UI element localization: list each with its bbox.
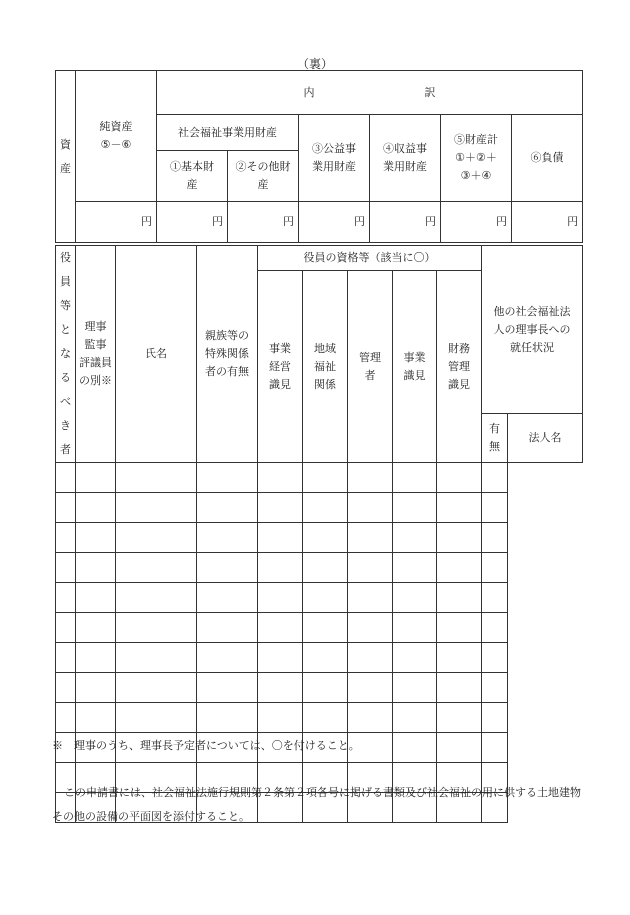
officer-cell[interactable] — [437, 673, 482, 703]
officer-cell[interactable] — [393, 553, 437, 583]
officer-cell[interactable] — [56, 553, 76, 583]
officer-cell[interactable] — [393, 523, 437, 553]
officer-cell[interactable] — [482, 493, 508, 523]
officer-cell[interactable] — [482, 733, 508, 763]
officer-cell[interactable] — [56, 643, 76, 673]
officer-cell[interactable] — [197, 703, 258, 733]
officer-cell[interactable] — [76, 493, 116, 523]
officer-cell[interactable] — [393, 673, 437, 703]
public-interest-header: ③公益事 業用財産 — [299, 115, 370, 202]
yen-cell: 円 — [441, 202, 512, 243]
officer-cell[interactable] — [116, 643, 197, 673]
officer-cell[interactable] — [482, 643, 508, 673]
qualification-management: 事業 経営 識見 — [258, 271, 303, 463]
officer-cell[interactable] — [197, 523, 258, 553]
officer-cell[interactable] — [437, 643, 482, 673]
footnote: ※ 理事のうち、理事長予定者については、〇を付けること。 — [52, 739, 360, 752]
officer-cell[interactable] — [303, 463, 348, 493]
breakdown-header: 内 訳 — [157, 71, 583, 115]
officer-cell[interactable] — [76, 613, 116, 643]
officer-cell[interactable] — [76, 703, 116, 733]
officer-cell[interactable] — [56, 463, 76, 493]
instruction-text: この申請書には、社会福祉法施行規則第２条第２項各号に掲げる書類及び社会福祉の用に供する土地建物その他の設備の平面図を添付すること。 — [52, 786, 581, 823]
officer-cell[interactable] — [482, 613, 508, 643]
officer-cell[interactable] — [348, 553, 393, 583]
officers-section-label: 役 員 等 と な る べ き 者 — [56, 246, 76, 463]
assets-row-label: 資 産 — [56, 71, 76, 243]
officer-row — [56, 613, 583, 643]
officer-cell[interactable] — [303, 613, 348, 643]
officer-cell[interactable] — [303, 673, 348, 703]
officer-cell[interactable] — [76, 463, 116, 493]
officer-cell[interactable] — [348, 583, 393, 613]
officer-cell[interactable] — [303, 643, 348, 673]
property-total-header: ⑤財産計 ①＋②＋ ③＋④ — [441, 115, 512, 202]
relation-header: 親族等の 特殊関係 者の有無 — [197, 246, 258, 463]
officer-cell[interactable] — [197, 643, 258, 673]
officer-row — [56, 523, 583, 553]
officer-cell[interactable] — [348, 613, 393, 643]
officer-cell[interactable] — [348, 643, 393, 673]
officer-cell[interactable] — [437, 583, 482, 613]
officer-cell[interactable] — [76, 553, 116, 583]
officer-cell[interactable] — [116, 463, 197, 493]
qualification-manager: 管理 者 — [348, 271, 393, 463]
officer-cell[interactable] — [437, 553, 482, 583]
officer-cell[interactable] — [116, 583, 197, 613]
officer-cell[interactable] — [437, 613, 482, 643]
officer-cell[interactable] — [482, 583, 508, 613]
officer-cell[interactable] — [258, 523, 303, 553]
officer-cell[interactable] — [348, 463, 393, 493]
officer-cell[interactable] — [258, 613, 303, 643]
officer-row — [56, 673, 583, 703]
officer-cell[interactable] — [116, 553, 197, 583]
officer-cell[interactable] — [258, 553, 303, 583]
page-title: （裏） — [296, 57, 333, 71]
asset-table — [55, 70, 583, 243]
officer-cell[interactable] — [116, 673, 197, 703]
qualification-header: 役員の資格等（該当に〇） — [258, 246, 482, 271]
officer-cell[interactable] — [116, 613, 197, 643]
officer-cell[interactable] — [116, 493, 197, 523]
officer-cell[interactable] — [348, 703, 393, 733]
officer-cell[interactable] — [258, 493, 303, 523]
officer-cell[interactable] — [258, 673, 303, 703]
officer-cell[interactable] — [303, 583, 348, 613]
officer-row — [56, 553, 583, 583]
officer-cell[interactable] — [56, 703, 76, 733]
yen-cell: 円 — [76, 202, 157, 243]
officer-cell[interactable] — [437, 523, 482, 553]
officer-cell[interactable] — [437, 493, 482, 523]
yen-cell: 円 — [370, 202, 441, 243]
qualification-community: 地域 福祉 関係 — [303, 271, 348, 463]
officer-cell[interactable] — [482, 673, 508, 703]
qualification-finance: 財務 管理 識見 — [437, 271, 482, 463]
officer-cell[interactable] — [393, 733, 437, 763]
officer-row — [56, 463, 583, 493]
officer-cell[interactable] — [437, 463, 482, 493]
basic-property-header: ①基本財 産 — [157, 151, 228, 202]
officer-cell[interactable] — [303, 523, 348, 553]
officer-cell[interactable] — [258, 583, 303, 613]
officer-cell[interactable] — [258, 703, 303, 733]
officer-cell[interactable] — [393, 643, 437, 673]
officer-type-header: 理事 監事 評議員 の別※ — [76, 246, 116, 463]
officer-cell[interactable] — [348, 673, 393, 703]
officer-cell[interactable] — [393, 613, 437, 643]
officer-cell[interactable] — [56, 613, 76, 643]
net-assets-header: 純資産 ⑤－⑥ — [76, 71, 157, 202]
officer-cell[interactable] — [197, 553, 258, 583]
presence-header: 有 無 — [482, 414, 508, 463]
officer-row — [56, 583, 583, 613]
officer-cell[interactable] — [116, 523, 197, 553]
officer-cell[interactable] — [258, 643, 303, 673]
qualification-business: 事業 識見 — [393, 271, 437, 463]
officer-cell[interactable] — [348, 493, 393, 523]
officer-row — [56, 493, 583, 523]
yen-cell: 円 — [299, 202, 370, 243]
officer-cell[interactable] — [482, 553, 508, 583]
officer-cell[interactable] — [197, 463, 258, 493]
officer-name-header: 氏名 — [116, 246, 197, 463]
officer-cell[interactable] — [76, 643, 116, 673]
officer-cell[interactable] — [348, 523, 393, 553]
officer-row — [56, 643, 583, 673]
officer-cell[interactable] — [482, 703, 508, 733]
welfare-property-header: 社会福祉事業用財産 — [157, 115, 299, 151]
officer-rows — [56, 463, 583, 823]
officer-cell[interactable] — [56, 583, 76, 613]
officer-cell[interactable] — [393, 583, 437, 613]
profit-business-header: ④収益事 業用財産 — [370, 115, 441, 202]
officer-cell[interactable] — [197, 583, 258, 613]
officer-cell[interactable] — [197, 613, 258, 643]
yen-cell: 円 — [228, 202, 299, 243]
officer-cell[interactable] — [258, 463, 303, 493]
officer-cell[interactable] — [437, 733, 482, 763]
officer-cell[interactable] — [437, 703, 482, 733]
officer-cell[interactable] — [393, 493, 437, 523]
officer-cell[interactable] — [56, 493, 76, 523]
yen-cell: 円 — [512, 202, 583, 243]
officer-cell[interactable] — [482, 523, 508, 553]
officer-cell[interactable] — [56, 523, 76, 553]
officer-cell[interactable] — [197, 493, 258, 523]
other-corp-header: 他の社会福祉法 人の理事長への 就任状況 — [482, 246, 583, 414]
yen-cell: 円 — [157, 202, 228, 243]
officer-cell[interactable] — [303, 553, 348, 583]
officer-cell[interactable] — [393, 703, 437, 733]
officer-cell[interactable] — [197, 673, 258, 703]
corp-name-header: 法人名 — [508, 414, 583, 463]
officer-row — [56, 703, 583, 733]
officer-cell[interactable] — [482, 463, 508, 493]
other-property-header: ②その他財 産 — [228, 151, 299, 202]
officer-cell[interactable] — [76, 523, 116, 553]
officer-cell[interactable] — [303, 493, 348, 523]
liabilities-header: ⑥負債 — [512, 115, 583, 202]
officer-cell[interactable] — [76, 583, 116, 613]
officer-cell[interactable] — [116, 703, 197, 733]
officer-cell[interactable] — [303, 703, 348, 733]
officer-cell[interactable] — [56, 673, 76, 703]
officer-cell[interactable] — [76, 673, 116, 703]
officer-cell[interactable] — [393, 463, 437, 493]
